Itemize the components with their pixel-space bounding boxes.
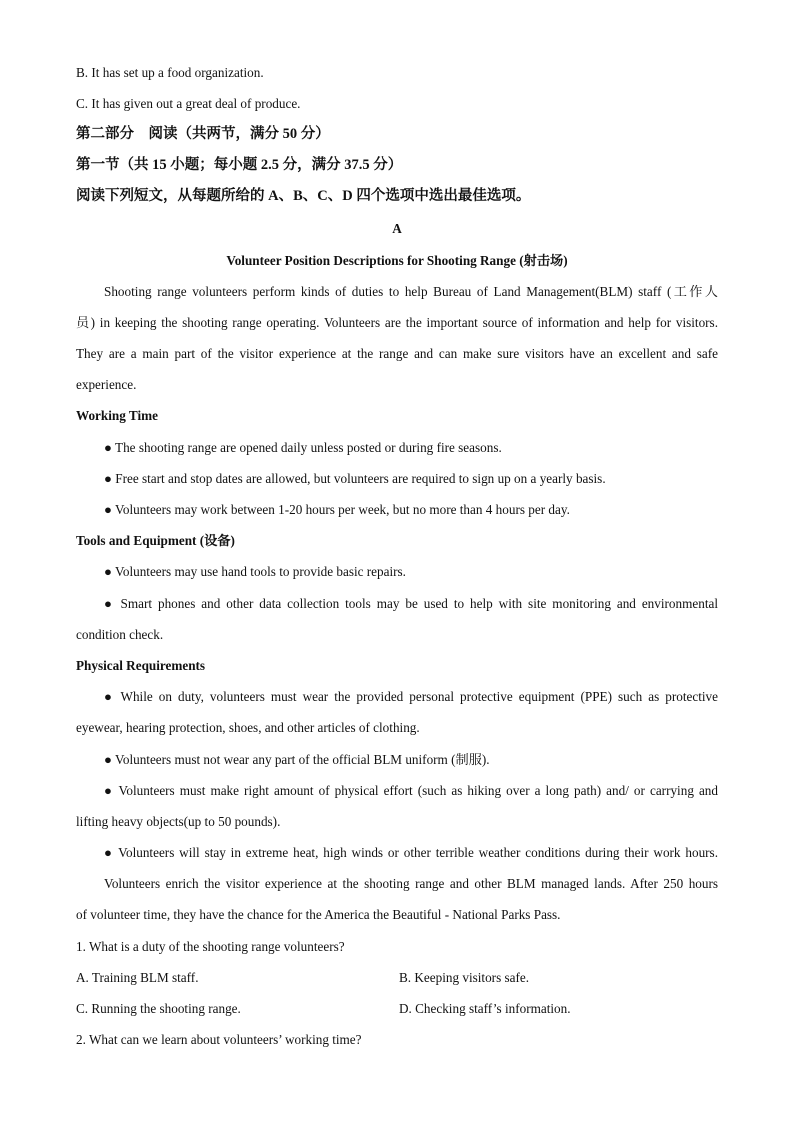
prev-option-b: B. It has set up a food organization. <box>76 65 264 80</box>
working-time-bullet: ● Volunteers may work between 1-20 hours per week, but no more than 4 hours per day. <box>104 502 570 517</box>
working-time-heading: Working Time <box>76 408 158 423</box>
question-1-option-b: B. Keeping visitors safe. <box>399 970 530 985</box>
passage-letter: A <box>392 221 402 236</box>
subsection-title: 第一节（共 15 小题；每小题 2.5 分，满分 37.5 分） <box>76 157 403 173</box>
question-1-option-c: C. Running the shooting range. <box>76 1001 241 1016</box>
physical-bullet: ● Volunteers must make right amount of physical effort (such as hiking over a long path) and/ or carrying and <box>104 783 718 798</box>
tools-bullet: ● Smart phones and other data collection tools may be used to help with site monitoring and environmental <box>104 596 718 611</box>
intro-line: They are a main part of the visitor experience at the range and can make sure visitors have an excellent and safe <box>76 346 718 361</box>
physical-bullet-cont: eyewear, hearing protection, shoes, and other articles of clothing. <box>76 720 420 735</box>
working-time-bullet: ● The shooting range are opened daily unless posted or during fire seasons. <box>104 440 502 455</box>
question-2-stem: 2. What can we learn about volunteers’ working time? <box>76 1032 362 1047</box>
tools-bullet: ● Volunteers may use hand tools to provide basic repairs. <box>104 564 406 579</box>
intro-line: experience. <box>76 377 137 392</box>
intro-line: Shooting range volunteers perform kinds of duties to help Bureau of Land Management(BLM) staff (工作人 <box>104 284 718 299</box>
tools-heading: Tools and Equipment (设备) <box>76 533 235 548</box>
question-1-stem: 1. What is a duty of the shooting range volunteers? <box>76 939 345 954</box>
physical-bullet: ● While on duty, volunteers must wear the provided personal protective equipment (PPE) such as protective <box>104 689 718 704</box>
working-time-bullet: ● Free start and stop dates are allowed, but volunteers are required to sign up on a yearly basis. <box>104 471 606 486</box>
intro-line: 员) in keeping the shooting range operating. Volunteers are the important source of information and help for visitors. <box>76 315 718 330</box>
question-1-option-a: A. Training BLM staff. <box>76 970 199 985</box>
question-1-option-d: D. Checking staff’s information. <box>399 1001 571 1016</box>
physical-bullet: ● Volunteers must not wear any part of the official BLM uniform (制服). <box>104 752 490 767</box>
part-title: 第二部分 阅读（共两节，满分 50 分） <box>76 126 330 142</box>
physical-bullet-cont: lifting heavy objects(up to 50 pounds). <box>76 814 281 829</box>
passage-title: Volunteer Position Descriptions for Shooting Range (射击场) <box>226 253 568 268</box>
prev-option-c: C. It has given out a great deal of produce. <box>76 96 301 111</box>
closing-line: Volunteers enrich the visitor experience at the shooting range and other BLM managed lands. After 250 hours <box>104 876 718 891</box>
tools-bullet-cont: condition check. <box>76 627 164 642</box>
closing-line: of volunteer time, they have the chance for the America the Beautiful - National Parks Pass. <box>76 907 561 922</box>
physical-heading: Physical Requirements <box>76 658 206 673</box>
physical-bullet: ● Volunteers will stay in extreme heat, high winds or other terrible weather conditions during their work hours. <box>104 845 718 860</box>
instruction: 阅读下列短文，从每题所给的 A、B、C、D 四个选项中选出最佳选项。 <box>76 188 531 204</box>
